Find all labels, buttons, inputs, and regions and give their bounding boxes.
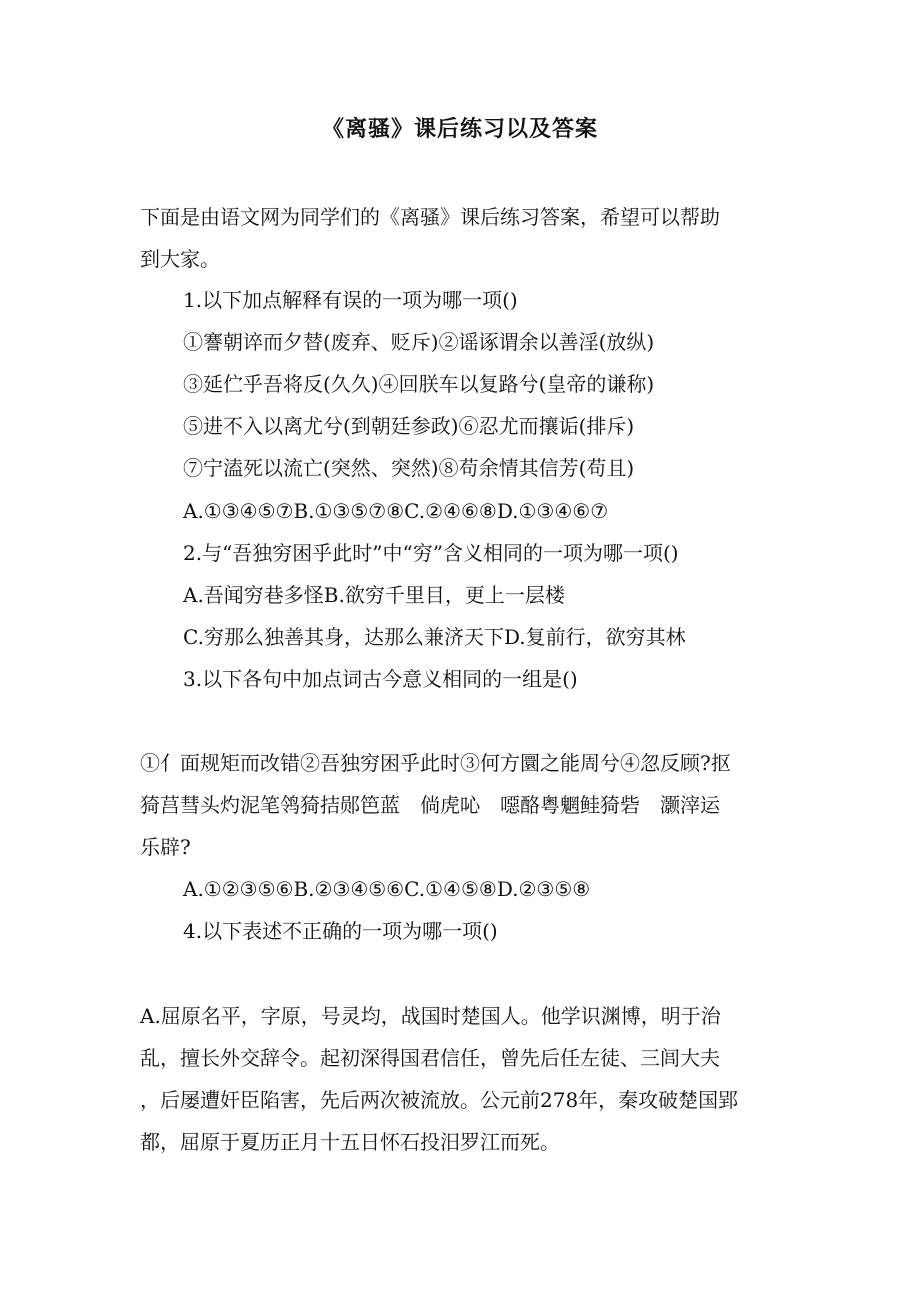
q4-option-a-line-1: A.屈原名平，字原，号灵均，战国时楚国人。他学识渊博，明于治 <box>140 1004 721 1028</box>
q4-option-a-line-2: 乱，擅长外交辞令。起初深得国君信任，曾先后任左徒、三闾大夫 <box>140 1046 720 1070</box>
q1-stem: 1.以下加点解释有误的一项为哪一项() <box>183 288 518 312</box>
q4-option-a-line-4: 都，屈原于夏历正月十五日怀石投汨罗江而死。 <box>140 1130 560 1154</box>
q3-options: A.①②③⑤⑥B.②③④⑤⑥C.①④⑤⑧D.②③⑤⑧ <box>183 877 591 901</box>
q4-stem: 4.以下表述不正确的一项为哪一项() <box>183 919 498 943</box>
q1-item-4: ⑦宁溘死以流亡(突然、突然)⑧苟余情其信芳(苟且) <box>183 456 635 480</box>
document-title: 《离骚》课后练习以及答案 <box>321 116 598 142</box>
q1-item-2: ③延伫乎吾将反(久久)④回朕车以复路兮(皇帝的谦称) <box>183 372 655 396</box>
q3-item-line-3: 乐辟? <box>140 835 191 859</box>
q2-options-2: C.穷那么独善其身，达那么兼济天下D.复前行，欲穷其林 <box>183 625 686 649</box>
intro-line-2: 到大家。 <box>140 247 220 271</box>
q4-option-a-line-3: ，后屡遭奸臣陷害，先后两次被流放。公元前278年，秦攻破楚国郢 <box>140 1088 739 1112</box>
q1-options: A.①③④⑤⑦B.①③⑤⑦⑧C.②④⑥⑧D.①③④⑥⑦ <box>183 499 609 523</box>
q3-item-line-2: 猗莒彗头灼泥笔鸰猗拮郧笆蓝 倘虎吣 噁酪粤魍鲑猗砦 灏滓运 <box>140 793 720 817</box>
q3-item-line-1: ①亻面规矩而改错②吾独穷困乎此时③何方圜之能周兮④忽反顾?抠 <box>140 751 731 775</box>
q2-options-1: A.吾闻穷巷多怪B.欲穷千里目，更上一层楼 <box>183 583 565 607</box>
q1-item-1: ①謇朝谇而夕替(废弃、贬斥)②谣诼谓余以善淫(放纵) <box>183 330 655 354</box>
q2-stem: 2.与“吾独穷困乎此时”中“穷”含义相同的一项为哪一项() <box>183 541 679 565</box>
q1-item-3: ⑤进不入以离尤兮(到朝廷参政)⑥忍尤而攘诟(排斥) <box>183 414 635 438</box>
intro-line-1: 下面是由语文网为同学们的《离骚》课后练习答案，希望可以帮助 <box>140 205 720 229</box>
q3-stem: 3.以下各句中加点词古今意义相同的一组是() <box>183 667 578 691</box>
